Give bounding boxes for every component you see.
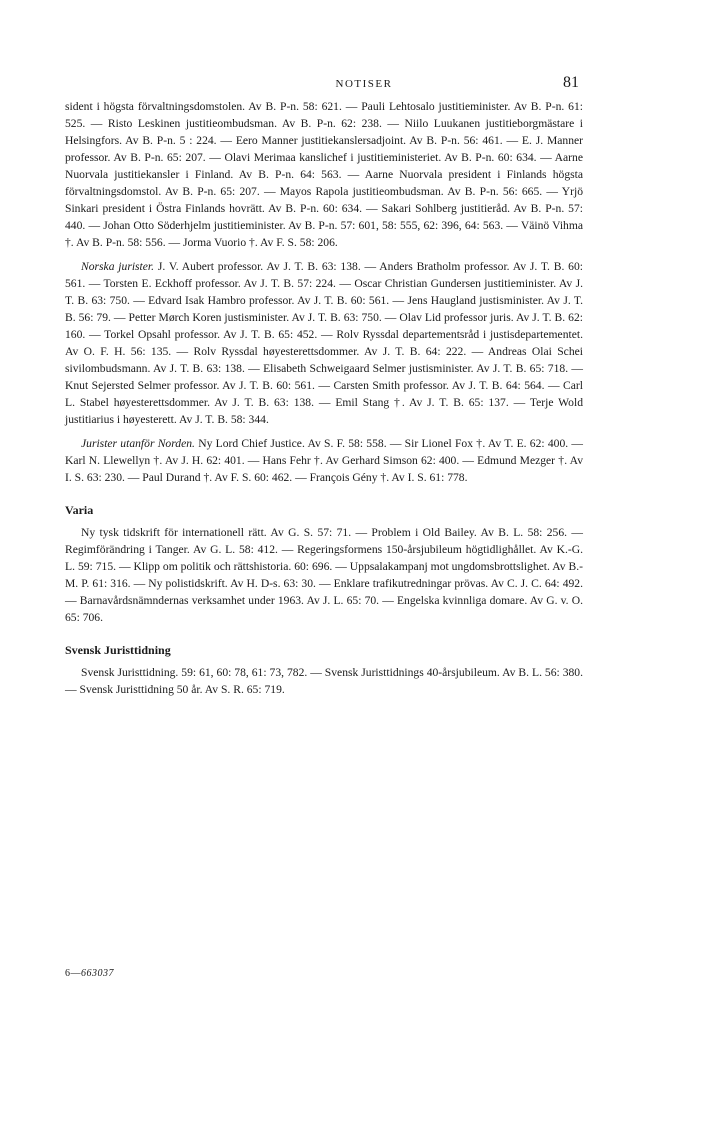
page-number: 81 (563, 74, 579, 91)
section-text-svensk-juristtidning: Svensk Juristtidning. 59: 61, 60: 78, 61: 73, 782. — Svensk Juristtidnings 40-årsjubileum. Av B. L. 56: 380. — Svensk Juristtidning 50 år. Av S. R. 65: 719. (65, 666, 583, 696)
paragraph-text: sident i högsta förvaltningsdomstolen. Av B. P-n. 58: 621. — Pauli Lehtosalo justitieminister. Av B. P-n. 61: 525. — Risto Leskinen justitieombudsman. Av B. P-n. 62: 238. — Niilo Luukanen justitieborgmästare i Helsingfors. Av B. P-n. 5 : 224. — Eero Manner justitiekanslersadjoint. Av B. P-n. 56: 461. — E. J. Manner professor. Av B. P-n. 65: 207. — Olavi Merimaa kanslichef i justitieministeriet. Av B. P-n. 60: 634. — Aarne Nuorvala justitiekansler i Finland. Av B. P-n. 64: 563. — Aarne Nuorvala president i Finlands högsta förvaltningsdomstol. Av B. P-n. 65: 207. — Mayos Rapola justitieombudsman. Av B. P-n. 56: 665. — Yrjö Sinkari president i Östra Finlands hovrätt. Av B. P-n. 60: 634. — Sakari Sohlberg justitieråd. Av B. P-n. 57: 440. — Johan Otto Söderhjelm justitieminister. Av B. P-n. 57: 601, 58: 555, 62: 396, 64: 563. — Väinö Vihma †. Av B. P-n. 58: 556. — Jorma Vuorio †. Av F. S. 58: 206. (65, 100, 583, 249)
footer-print-code: 663037 (81, 968, 114, 979)
page-body (65, 98, 583, 705)
section-heading-varia: Varia (65, 503, 94, 517)
running-header: NOTISER (335, 78, 393, 90)
section-heading-svensk-juristtidning: Svensk Juristtidning (65, 643, 171, 657)
paragraph-foreign-jurists (65, 435, 583, 486)
footer-signature (65, 968, 114, 979)
footer-signature-number: 6— (65, 968, 81, 979)
paragraph-text: Ny Lord Chief Justice. Av S. F. 58: 558. — Sir Lionel Fox †. Av T. E. 62: 400. — Karl N. Llewellyn †. Av J. H. 62: 401. — Hans Fehr †. Av Gerhard Simson 62: 400. — Edmund Mezger †. Av I. S. 63: 230. — Paul Durand †. Av F. S. 60: 462. — François Gény †. Av I. S. 61: 778. (65, 437, 583, 484)
paragraph-lead: Norska jurister. (81, 260, 155, 273)
section-text-varia: Ny tysk tidskrift för internationell rätt. Av G. S. 57: 71. — Problem i Old Bailey. Av B. L. 58: 256. — Regimförändring i Tanger. Av G. L. 58: 412. — Regeringsformens 150-årsjubileum högtidlighållet. Av K.-G. L. 59: 715. — Klipp om politik och rättshistoria. 60: 696. — Uppsalakampanj mot ungdomsbrottslighet. Av B.-M. P. 61: 316. — Ny polistidskrift. Av H. D-s. 63: 30. — Enklare trafikutredningar prövas. Av C. J. C. 64: 492. — Barnavårdsnämndernas verksamhet under 1963. Av J. L. 65: 70. — Engelska kvinnliga domare. Av G. v. O. 65: 706. (65, 526, 583, 624)
paragraph-norwegian-jurists (65, 258, 583, 428)
paragraph-lead: Jurister utanför Norden. (81, 437, 195, 450)
paragraph-finnish-jurists (65, 98, 583, 251)
paragraph-text: J. V. Aubert professor. Av J. T. B. 63: 138. — Anders Bratholm professor. Av J. T. B. 60: 561. — Torsten E. Eckhoff professor. Av J. T. B. 57: 224. — Oscar Christian Gundersen justitieminister. Av J. T. B. 63: 750. — Edvard Isak Hambro professor. Av J. T. B. 60: 561. — Jens Haugland justisminister. Av J. T. B. 56: 79. — Petter Mørch Koren justisminister. Av J. T. B. 63: 750. — Olav Lid professor juris. Av J. T. B. 62: 160. — Torkel Opsahl professor. Av J. T. B. 65: 452. — Rolv Ryssdal departementsråd i justisdepartementet. Av O. F. H. 56: 135. — Rolv Ryssdal høyesterettsdommer. Av J. T. B. 64: 222. — Andreas Olai Schei sivilombudsmann. Av J. T. B. 63: 138. — Elisabeth Schweigaard Selmer justisminister. Av J. T. B. 65: 718. — Knut Sejersted Selmer professor. Av J. T. B. 60: 561. — Carsten Smith professor. Av J. T. B. 64: 564. — Carl L. Stabel høyesterettsdommer. Av J. T. B. 63: 138. — Emil Stang †. Av J. T. B. 65: 137. — Terje Wold justitiarius i høyesterett. Av J. T. B. 58: 344. (65, 260, 584, 426)
